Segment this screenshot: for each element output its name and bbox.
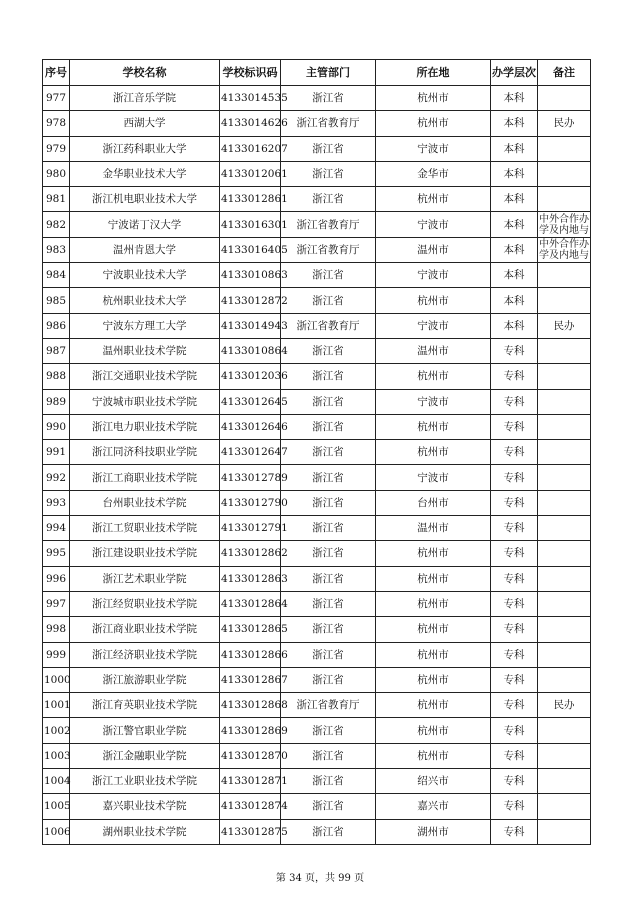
- cell-location: 杭州市: [376, 187, 491, 212]
- cell-location: 温州市: [376, 516, 491, 541]
- cell-school-code: 4133014535: [220, 86, 281, 111]
- cell-location: 绍兴市: [376, 769, 491, 794]
- cell-level: 专科: [491, 566, 538, 591]
- cell-school-code: 4133014943: [220, 313, 281, 338]
- table-row: [43, 263, 591, 288]
- cell-location: 杭州市: [376, 617, 491, 642]
- cell-department: 浙江省: [281, 161, 376, 186]
- cell-note: [538, 187, 591, 212]
- cell-index: 983: [43, 237, 70, 262]
- header-level: 办学层次: [491, 60, 538, 86]
- cell-level: 本科: [491, 136, 538, 161]
- cell-school-code: 4133012866: [220, 642, 281, 667]
- cell-level: 专科: [491, 414, 538, 439]
- cell-school-name: 杭州职业技术大学: [70, 288, 220, 313]
- cell-location: 杭州市: [376, 743, 491, 768]
- cell-index: 994: [43, 516, 70, 541]
- cell-note: [538, 642, 591, 667]
- table-row: [43, 187, 591, 212]
- cell-note: [538, 490, 591, 515]
- cell-department: 浙江省: [281, 718, 376, 743]
- cell-school-code: 4133016207: [220, 136, 281, 161]
- cell-department: 浙江省: [281, 794, 376, 819]
- cell-note: [538, 591, 591, 616]
- cell-school-code: 4133012870: [220, 743, 281, 768]
- cell-index: 1001: [43, 693, 70, 718]
- cell-location: 杭州市: [376, 86, 491, 111]
- table-row: [43, 389, 591, 414]
- cell-level: 专科: [491, 642, 538, 667]
- table-row: [43, 212, 591, 237]
- cell-location: 湖州市: [376, 819, 491, 844]
- cell-location: 杭州市: [376, 642, 491, 667]
- cell-department: 浙江省: [281, 465, 376, 490]
- cell-level: 专科: [491, 743, 538, 768]
- table-row: [43, 465, 591, 490]
- cell-location: 台州市: [376, 490, 491, 515]
- cell-school-code: 4133012868: [220, 693, 281, 718]
- cell-level: 专科: [491, 465, 538, 490]
- cell-note: [538, 364, 591, 389]
- cell-note: [538, 136, 591, 161]
- cell-department: 浙江省: [281, 86, 376, 111]
- cell-note: [538, 212, 591, 237]
- cell-school-name: 温州肯恩大学: [70, 237, 220, 262]
- cell-index: 990: [43, 414, 70, 439]
- cell-level: 本科: [491, 187, 538, 212]
- cell-school-code: 4133012791: [220, 516, 281, 541]
- cell-school-code: 4133012875: [220, 819, 281, 844]
- cell-level: 本科: [491, 111, 538, 136]
- cell-note: [538, 667, 591, 692]
- cell-department: 浙江省: [281, 617, 376, 642]
- table-row: [43, 364, 591, 389]
- table-row: [43, 313, 591, 338]
- cell-department: 浙江省: [281, 338, 376, 363]
- cell-school-code: 4133012861: [220, 187, 281, 212]
- cell-school-code: 4133010864: [220, 338, 281, 363]
- cell-school-code: 4133016405: [220, 237, 281, 262]
- cell-school-name: 浙江警官职业学院: [70, 718, 220, 743]
- cell-level: 本科: [491, 237, 538, 262]
- cell-level: 专科: [491, 490, 538, 515]
- cell-school-name: 浙江同济科技职业学院: [70, 440, 220, 465]
- cell-department: 浙江省: [281, 389, 376, 414]
- cell-school-code: 4133012872: [220, 288, 281, 313]
- cell-note: [538, 541, 591, 566]
- cell-school-name: 西湖大学: [70, 111, 220, 136]
- cell-note: 民办: [538, 693, 591, 718]
- cell-school-name: 浙江药科职业大学: [70, 136, 220, 161]
- cell-note: [538, 440, 591, 465]
- cell-index: 985: [43, 288, 70, 313]
- cell-level: 本科: [491, 212, 538, 237]
- cell-location: 杭州市: [376, 364, 491, 389]
- cell-level: 专科: [491, 794, 538, 819]
- cell-note: [538, 769, 591, 794]
- cell-index: 992: [43, 465, 70, 490]
- cell-level: 专科: [491, 516, 538, 541]
- cell-index: 996: [43, 566, 70, 591]
- cell-school-name: 浙江机电职业技术大学: [70, 187, 220, 212]
- cell-level: 专科: [491, 338, 538, 363]
- cell-department: 浙江省教育厅: [281, 111, 376, 136]
- cell-school-name: 宁波东方理工大学: [70, 313, 220, 338]
- cell-index: 984: [43, 263, 70, 288]
- cell-department: 浙江省: [281, 364, 376, 389]
- cell-index: 999: [43, 642, 70, 667]
- cell-index: 1003: [43, 743, 70, 768]
- cell-level: 专科: [491, 617, 538, 642]
- cell-department: 浙江省: [281, 288, 376, 313]
- cell-school-name: 浙江经济职业技术学院: [70, 642, 220, 667]
- cell-school-code: 4133012865: [220, 617, 281, 642]
- table-row: [43, 161, 591, 186]
- cell-index: 982: [43, 212, 70, 237]
- cell-note: [538, 86, 591, 111]
- cell-note: [538, 718, 591, 743]
- cell-school-name: 浙江商业职业技术学院: [70, 617, 220, 642]
- cell-level: 专科: [491, 591, 538, 616]
- cell-location: 杭州市: [376, 591, 491, 616]
- header-school-code: 学校标识码: [220, 60, 281, 86]
- cell-level: 专科: [491, 769, 538, 794]
- cell-location: 嘉兴市: [376, 794, 491, 819]
- cell-level: 专科: [491, 364, 538, 389]
- cell-school-name: 台州职业技术学院: [70, 490, 220, 515]
- table-row: [43, 769, 591, 794]
- table-row: [43, 667, 591, 692]
- cell-index: 991: [43, 440, 70, 465]
- cell-department: 浙江省教育厅: [281, 212, 376, 237]
- table-body: [43, 86, 591, 845]
- cell-note: [538, 161, 591, 186]
- header-department: 主管部门: [281, 60, 376, 86]
- cell-school-code: 4133012862: [220, 541, 281, 566]
- table-row: [43, 693, 591, 718]
- cell-school-code: 4133012790: [220, 490, 281, 515]
- cell-note: [538, 819, 591, 844]
- cell-school-name: 浙江音乐学院: [70, 86, 220, 111]
- cell-index: 986: [43, 313, 70, 338]
- cell-note: [538, 414, 591, 439]
- cell-school-name: 浙江经贸职业技术学院: [70, 591, 220, 616]
- cell-department: 浙江省: [281, 490, 376, 515]
- cell-department: 浙江省: [281, 819, 376, 844]
- cell-note: [538, 516, 591, 541]
- cell-school-code: 4133012874: [220, 794, 281, 819]
- cell-index: 1002: [43, 718, 70, 743]
- cell-school-code: 4133012647: [220, 440, 281, 465]
- cell-school-name: 浙江育英职业技术学院: [70, 693, 220, 718]
- school-list-table: [42, 59, 591, 845]
- cell-level: 专科: [491, 389, 538, 414]
- table-row: [43, 819, 591, 844]
- cell-location: 宁波市: [376, 465, 491, 490]
- cell-department: 浙江省教育厅: [281, 313, 376, 338]
- cell-school-name: 嘉兴职业技术学院: [70, 794, 220, 819]
- cell-department: 浙江省: [281, 263, 376, 288]
- cell-school-code: 4133012871: [220, 769, 281, 794]
- cell-note: [538, 237, 591, 262]
- table-row: [43, 414, 591, 439]
- cell-department: 浙江省: [281, 642, 376, 667]
- cell-school-name: 浙江艺术职业学院: [70, 566, 220, 591]
- cell-index: 978: [43, 111, 70, 136]
- cell-level: 专科: [491, 718, 538, 743]
- cell-index: 981: [43, 187, 70, 212]
- cell-note: [538, 743, 591, 768]
- table-row: [43, 111, 591, 136]
- cell-school-code: 4133012061: [220, 161, 281, 186]
- cell-department: 浙江省: [281, 591, 376, 616]
- table-row: [43, 541, 591, 566]
- cell-school-name: 金华职业技术大学: [70, 161, 220, 186]
- cell-school-name: 浙江交通职业技术学院: [70, 364, 220, 389]
- cell-note: 民办: [538, 111, 591, 136]
- cell-school-code: 4133012646: [220, 414, 281, 439]
- cell-location: 宁波市: [376, 389, 491, 414]
- cell-school-name: 浙江建设职业技术学院: [70, 541, 220, 566]
- table-row: [43, 490, 591, 515]
- cell-department: 浙江省: [281, 667, 376, 692]
- header-note: 备注: [538, 60, 591, 86]
- cell-location: 宁波市: [376, 263, 491, 288]
- cell-note: [538, 263, 591, 288]
- cell-index: 980: [43, 161, 70, 186]
- cell-school-code: 4133014626: [220, 111, 281, 136]
- cell-note: [538, 338, 591, 363]
- cell-school-name: 浙江电力职业技术学院: [70, 414, 220, 439]
- table-row: [43, 516, 591, 541]
- cell-note: [538, 617, 591, 642]
- cell-index: 1005: [43, 794, 70, 819]
- cell-level: 专科: [491, 667, 538, 692]
- cell-location: 宁波市: [376, 136, 491, 161]
- cell-location: 宁波市: [376, 313, 491, 338]
- cell-school-code: 4133012869: [220, 718, 281, 743]
- cell-location: 杭州市: [376, 541, 491, 566]
- cell-school-code: 4133012036: [220, 364, 281, 389]
- table-row: [43, 288, 591, 313]
- cell-location: 金华市: [376, 161, 491, 186]
- cell-level: 本科: [491, 86, 538, 111]
- cell-level: 本科: [491, 313, 538, 338]
- cell-department: 浙江省: [281, 541, 376, 566]
- cell-school-name: 宁波诺丁汉大学: [70, 212, 220, 237]
- cell-note: 民办: [538, 313, 591, 338]
- table-row: [43, 440, 591, 465]
- cell-index: 1000: [43, 667, 70, 692]
- cell-department: 浙江省教育厅: [281, 237, 376, 262]
- cell-index: 997: [43, 591, 70, 616]
- cell-department: 浙江省: [281, 440, 376, 465]
- cell-school-name: 宁波城市职业技术学院: [70, 389, 220, 414]
- cell-location: 杭州市: [376, 667, 491, 692]
- table-row: [43, 617, 591, 642]
- cell-note: [538, 566, 591, 591]
- note-text: 中外合作办学及内地与: [539, 238, 589, 261]
- cell-department: 浙江省: [281, 566, 376, 591]
- cell-location: 杭州市: [376, 414, 491, 439]
- header-index: 序号: [43, 60, 70, 86]
- cell-school-code: 4133010863: [220, 263, 281, 288]
- cell-index: 1006: [43, 819, 70, 844]
- cell-department: 浙江省: [281, 516, 376, 541]
- cell-school-name: 浙江工业职业技术学院: [70, 769, 220, 794]
- header-location: 所在地: [376, 60, 491, 86]
- cell-school-name: 温州职业技术学院: [70, 338, 220, 363]
- cell-department: 浙江省: [281, 187, 376, 212]
- cell-index: 987: [43, 338, 70, 363]
- cell-location: 杭州市: [376, 693, 491, 718]
- cell-location: 宁波市: [376, 212, 491, 237]
- cell-school-name: 浙江工贸职业技术学院: [70, 516, 220, 541]
- cell-level: 专科: [491, 440, 538, 465]
- cell-department: 浙江省: [281, 743, 376, 768]
- table-header-row: [43, 60, 591, 86]
- cell-level: 专科: [491, 541, 538, 566]
- cell-location: 杭州市: [376, 566, 491, 591]
- cell-location: 温州市: [376, 237, 491, 262]
- note-text: 中外合作办学及内地与: [539, 213, 589, 236]
- cell-department: 浙江省教育厅: [281, 693, 376, 718]
- table-row: [43, 86, 591, 111]
- cell-note: [538, 389, 591, 414]
- cell-level: 专科: [491, 693, 538, 718]
- cell-school-name: 浙江工商职业技术学院: [70, 465, 220, 490]
- cell-location: 温州市: [376, 338, 491, 363]
- header-school-name: 学校名称: [70, 60, 220, 86]
- cell-index: 989: [43, 389, 70, 414]
- cell-school-name: 宁波职业技术大学: [70, 263, 220, 288]
- cell-index: 1004: [43, 769, 70, 794]
- cell-index: 979: [43, 136, 70, 161]
- cell-level: 本科: [491, 263, 538, 288]
- cell-school-code: 4133012864: [220, 591, 281, 616]
- table-row: [43, 718, 591, 743]
- cell-location: 杭州市: [376, 111, 491, 136]
- cell-school-name: 湖州职业技术学院: [70, 819, 220, 844]
- cell-note: [538, 288, 591, 313]
- table-row: [43, 237, 591, 262]
- cell-index: 995: [43, 541, 70, 566]
- table-row: [43, 566, 591, 591]
- cell-school-code: 4133016301: [220, 212, 281, 237]
- cell-school-name: 浙江旅游职业学院: [70, 667, 220, 692]
- cell-level: 专科: [491, 819, 538, 844]
- cell-level: 本科: [491, 288, 538, 313]
- page-footer: 第 34 页，共 99 页: [275, 873, 365, 884]
- cell-index: 993: [43, 490, 70, 515]
- cell-note: [538, 465, 591, 490]
- cell-school-code: 4133012867: [220, 667, 281, 692]
- cell-department: 浙江省: [281, 136, 376, 161]
- table-row: [43, 591, 591, 616]
- table-row: [43, 794, 591, 819]
- table-row: [43, 743, 591, 768]
- cell-location: 杭州市: [376, 718, 491, 743]
- cell-index: 988: [43, 364, 70, 389]
- table-row: [43, 338, 591, 363]
- cell-index: 998: [43, 617, 70, 642]
- cell-location: 杭州市: [376, 288, 491, 313]
- cell-school-code: 4133012789: [220, 465, 281, 490]
- cell-school-name: 浙江金融职业学院: [70, 743, 220, 768]
- cell-department: 浙江省: [281, 769, 376, 794]
- cell-location: 杭州市: [376, 440, 491, 465]
- table-row: [43, 136, 591, 161]
- cell-school-code: 4133012645: [220, 389, 281, 414]
- cell-school-code: 4133012863: [220, 566, 281, 591]
- cell-level: 本科: [491, 161, 538, 186]
- cell-note: [538, 794, 591, 819]
- cell-index: 977: [43, 86, 70, 111]
- table-row: [43, 642, 591, 667]
- cell-department: 浙江省: [281, 414, 376, 439]
